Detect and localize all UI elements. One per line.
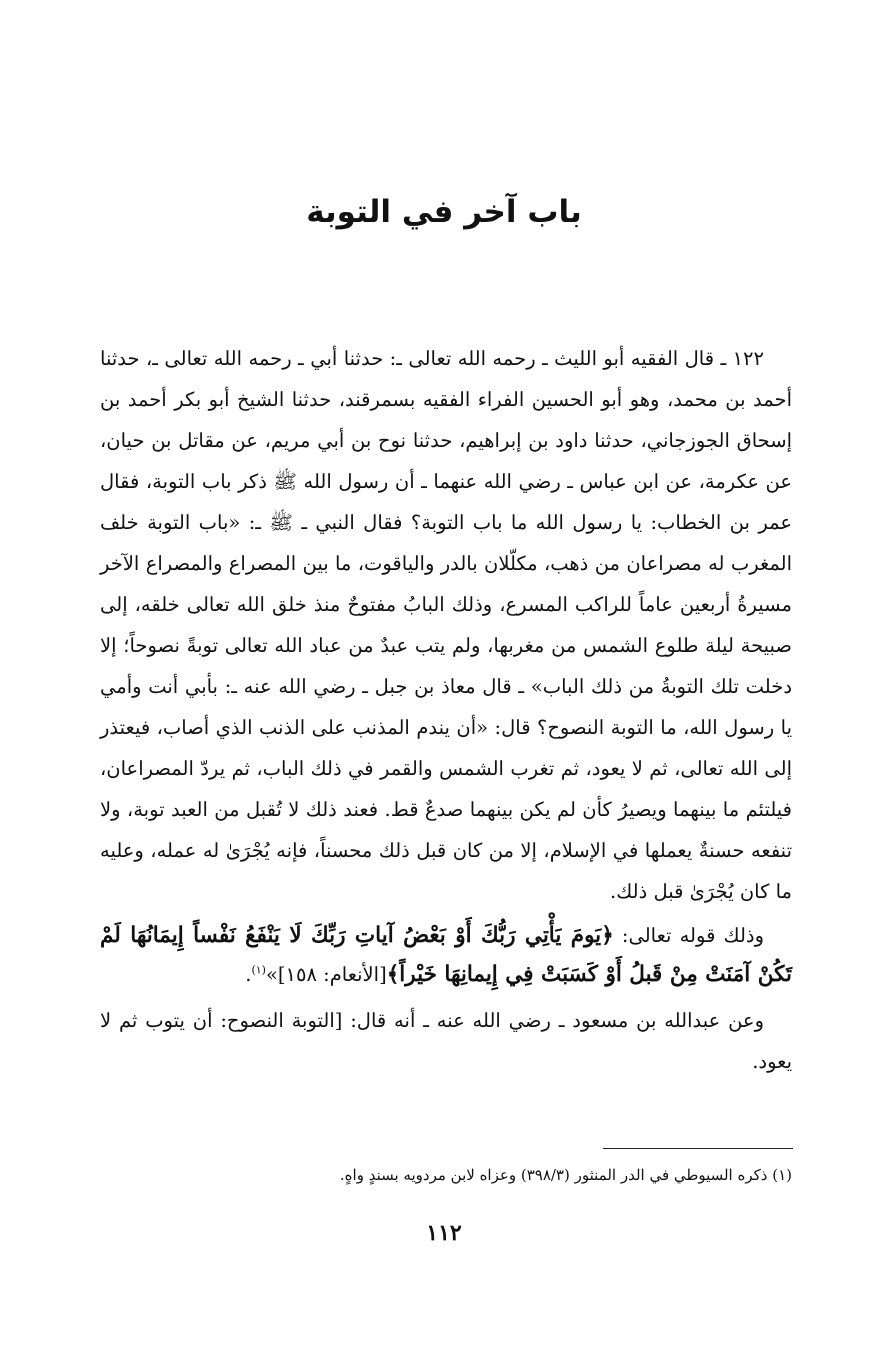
footnote: (١) ذكره السيوطي في الدر المنثور (٣٩٨/٣) وعزاه لابن مردويه بسندٍ واهٍ. bbox=[339, 1166, 792, 1184]
ibn-masud-paragraph: وعن عبدالله بن مسعود ـ رضي الله عنه ـ أنه قال: [التوبة النصوح: أن يتوب ثم لا يعود. bbox=[100, 1009, 792, 1073]
verse-paragraph bbox=[100, 916, 792, 994]
verse-reference: [الأنعام: ١٥٨]» bbox=[265, 963, 387, 986]
main-text bbox=[100, 338, 792, 1082]
verse-end: . bbox=[245, 963, 252, 986]
page-number: ١١٢ bbox=[426, 1220, 462, 1246]
footnote-marker: (١) bbox=[251, 963, 266, 977]
quran-verse: ﴿يَومَ يَأْتِي رَبُّكَ أَوْ بَعْضُ آياتِ رَبِّكَ لَا يَنْفَعُ نَفْساً إِيمَانُهَا لَمْ تَكُنْ آمَنَتْ مِنْ قَبلُ أَوْ كَسَبَتْ فِي إِيمانِهَا خَيْراً﴾ bbox=[100, 923, 792, 987]
verse-intro: وذلك قوله تعالى: bbox=[613, 924, 765, 947]
chapter-title: باب آخر في التوبة bbox=[306, 194, 582, 230]
hadith-paragraph: ١٢٢ ـ قال الفقيه أبو الليث ـ رحمه الله تعالى ـ: حدثنا أبي ـ رحمه الله تعالى ـ، حدثنا أحمد بن محمد، وهو أبو الحسين الفراء الفقيه بسمرقند، حدثنا الشيخ أبو بكر أحمد بن إسحاق الجوزجاني، حدثنا داود بن إبراهيم، حدثنا نوح بن أبي مريم، عن مقاتل بن حيان، عن عكرمة، عن ابن عباس ـ رضي الله عنهما ـ أن رسول الله ﷺ ذكر باب التوبة، فقال عمر بن الخطاب: يا رسول الله ما باب التوبة؟ فقال النبي ـ ﷺ ـ: «باب التوبة خلف المغرب له مصراعان من ذهب، مكلّلان بالدر والياقوت، ما بين المصراع والمصراع الآخر مسيرةُ أربعين عاماً للراكب المسرع، وذلك البابُ مفتوحٌ منذ خلق الله تعالى خلقه، إلى صبيحة ليلة طلوع الشمس من مغربها، ولم يتب عبدٌ من عباد الله تعالى توبةً نصوحاً؛ إلا دخلت تلك التوبةُ من ذلك الباب» ـ قال معاذ بن جبل ـ رضي الله عنه ـ: بأبي أنت وأمي يا رسول الله، ما التوبة النصوح؟ قال: «أن يندم المذنب على الذنب الذي أصاب، فيعتذر إلى الله تعالى، ثم لا يعود، ثم تغرب الشمس والقمر في ذلك الباب، ثم يردّ المصراعان، فيلتئم ما بينهما ويصيرُ كأن لم يكن بينهما صدعٌ قط. فعند ذلك لا تُقبل من العبد توبة، ولا تنفعه حسنةٌ يعملها في الإسلام، إلا من كان قبل ذلك محسناً، فإنه يُجْرَىٰ له عمله، وعليه ما كان يُجْرَىٰ قبل ذلك. bbox=[100, 347, 792, 903]
footnote-divider bbox=[603, 1148, 793, 1149]
